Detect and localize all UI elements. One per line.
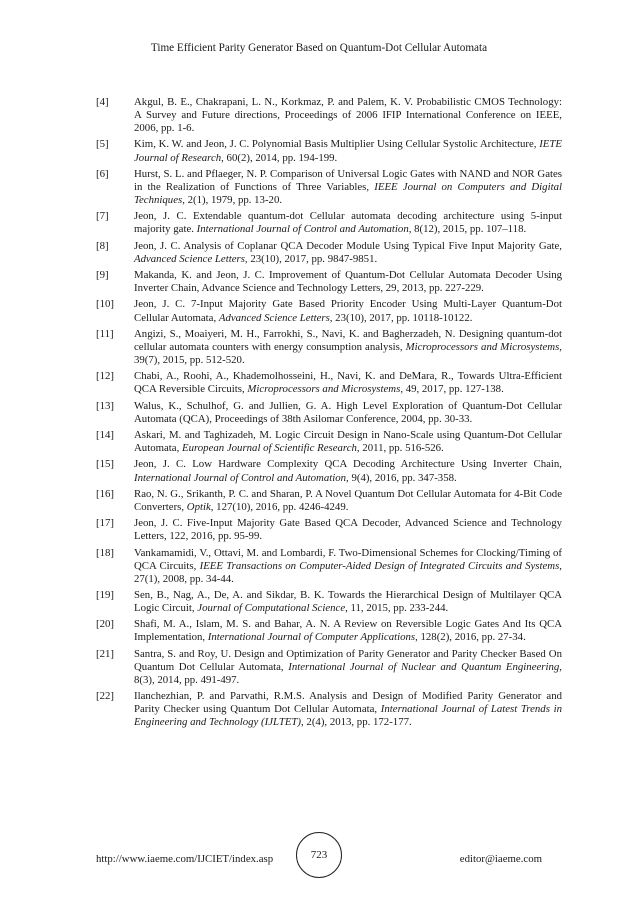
reference-segment: Kim, K. W. and Jeon, J. C. Polynomial Basis Multiplier Using Cellular Systolic Architecture, — [134, 138, 540, 151]
reference-number: [22] — [96, 690, 114, 703]
reference-text — [134, 269, 562, 295]
reference-item — [96, 400, 562, 426]
reference-text — [134, 138, 562, 164]
reference-segment: Jeon, J. C. Five-Input Majority Gate Based QCA Decoder, Advanced Science and Technology Letters, 122, 2016, pp. 95-99. — [134, 517, 562, 543]
reference-segment: Vankamamidi, V., Ottavi, M. and Lombardi, F. Two-Dimensional Schemes for Clocking/Timing of QCA Circuits, — [134, 546, 562, 572]
reference-segment: Jeon, J. C. Low Hardware Complexity QCA Decoding Architecture Using Inverter Chain, — [134, 458, 562, 471]
reference-text — [134, 589, 562, 615]
reference-segment: , 60(2), 2014, pp. 194-199. — [221, 151, 338, 164]
reference-text — [134, 690, 562, 729]
reference-segment: , 127(10), 2016, pp. 4246-4249. — [210, 500, 349, 513]
reference-venue: Advanced Science Letters — [218, 311, 330, 324]
running-title: Time Efficient Parity Generator Based on Quantum-Dot Cellular Automata — [150, 42, 488, 54]
reference-segment: Jeon, J. C. 7-Input Majority Gate Based Priority Encoder Using Multi-Layer Quantum-Dot Cellular Automata, — [134, 298, 562, 324]
reference-number: [7] — [96, 210, 109, 223]
reference-text — [134, 370, 562, 396]
reference-item — [96, 429, 562, 455]
reference-text — [134, 517, 562, 543]
page-footer — [0, 828, 638, 878]
reference-segment: Makanda, K. and Jeon, J. C. Improvement of Quantum-Dot Cellular Automata Decoder Using Inverter Chain, Advance Science and Technology Letters, 29, 2013, pp. 227-229. — [134, 269, 562, 295]
reference-item — [96, 618, 562, 644]
reference-venue: IETE Journal of Research — [134, 138, 562, 164]
page-number — [296, 832, 342, 878]
reference-text — [134, 240, 562, 266]
reference-item — [96, 298, 562, 324]
reference-text — [134, 618, 562, 644]
reference-venue: IEEE Journal on Computers and Digital Techniques — [134, 180, 562, 207]
reference-item — [96, 517, 562, 543]
reference-venue: Microprocessors and Microsystems — [247, 383, 401, 396]
reference-segment: , 49, 2017, pp. 127-138. — [400, 383, 504, 396]
reference-segment: Ilanchezhian, P. and Parvathi, R.M.S. Analysis and Design of Modified Parity Generator and Parity Checker using Quantum Dot Cellular Automata, — [134, 690, 562, 716]
reference-segment: , 23(10), 2017, pp. 10118-10122. — [329, 311, 473, 324]
footer-email[interactable]: editor@iaeme.com — [459, 853, 542, 865]
reference-segment: , 11, 2015, pp. 233-244. — [345, 602, 449, 615]
reference-segment: Walus, K., Schulhof, G. and Jullien, G. A. High Level Exploration of Quantum-Dot Cellular Automata (QCA), Proceedings of 38th Asilomar Conference, 2004, pp. 30-33. — [134, 399, 562, 425]
reference-number: [15] — [96, 458, 114, 471]
reference-item — [96, 370, 562, 396]
reference-text — [134, 648, 562, 687]
reference-segment: Shafi, M. A., Islam, M. S. and Bahar, A. N. A Review on Reversible Logic Gates And Its QCA Implementation, — [134, 618, 562, 644]
reference-number: [8] — [96, 239, 109, 252]
reference-text — [134, 488, 562, 514]
reference-text — [134, 429, 562, 455]
reference-item — [96, 589, 562, 615]
reference-segment: Chabi, A., Roohi, A., Khademolhosseini, H., Navi, K. and DeMara, R., Towards Ultra-Efficient QCA Reversible Circuits, — [134, 370, 562, 396]
reference-number: [18] — [96, 546, 114, 559]
reference-segment: , 23(10), 2017, pp. 9847-9851. — [244, 252, 378, 265]
reference-number: [6] — [96, 167, 109, 180]
reference-item — [96, 96, 562, 135]
reference-venue: IEEE Transactions on Computer-Aided Design of Integrated Circuits and Systems — [199, 559, 560, 572]
reference-list — [96, 96, 562, 733]
reference-venue: European Journal of Scientific Research — [181, 442, 357, 455]
footer-url[interactable]: http://www.iaeme.com/IJCIET/index.asp — [96, 853, 274, 865]
reference-item — [96, 240, 562, 266]
reference-segment: , 128(2), 2016, pp. 27-34. — [415, 631, 526, 644]
reference-venue: Advanced Science Letters — [134, 252, 245, 265]
reference-item — [96, 690, 562, 729]
reference-number: [17] — [96, 517, 114, 530]
reference-text — [134, 298, 562, 324]
reference-item — [96, 458, 562, 484]
reference-item — [96, 648, 562, 687]
reference-segment: , 2(1), 1979, pp. 13-20. — [182, 194, 283, 207]
reference-text — [134, 458, 562, 484]
reference-number: [10] — [96, 298, 114, 311]
reference-venue: Optik — [186, 500, 211, 513]
reference-item — [96, 328, 562, 367]
reference-segment: Jeon, J. C. Analysis of Coplanar QCA Decoder Module Using Typical Five Input Majority Gate, — [134, 239, 562, 252]
reference-segment: Akgul, B. E., Chakrapani, L. N., Korkmaz, P. and Palem, K. V. Probabilistic CMOS Technology: A Survey and Future directions, Proceedings of 2006 IFIP International Conference on IEEE, 2006, pp. 1-6. — [134, 96, 562, 135]
reference-segment: , 2011, pp. 516-526. — [356, 442, 444, 455]
reference-text — [134, 547, 562, 586]
reference-segment: Hurst, S. L. and Pflaeger, N. P. Comparison of Universal Logic Gates with NAND and NOR Gates in the Realization of Functions of Three Variables, — [134, 167, 562, 193]
reference-venue: International Journal of Control and Automation — [196, 223, 409, 236]
reference-segment: , 27(1), 2008, pp. 34-44. — [134, 559, 562, 585]
reference-venue: Microprocessors and Microsystems — [405, 340, 560, 353]
reference-number: [4] — [96, 96, 109, 108]
reference-number: [12] — [96, 370, 114, 383]
reference-venue: International Journal of Computer Applications — [207, 631, 416, 644]
reference-text — [134, 210, 562, 236]
reference-number: [20] — [96, 618, 114, 631]
reference-item — [96, 210, 562, 236]
reference-item — [96, 488, 562, 514]
reference-venue: Journal of Computational Science — [197, 602, 346, 615]
reference-text — [134, 328, 562, 367]
reference-number: [5] — [96, 138, 109, 151]
reference-segment: , 9(4), 2016, pp. 347-358. — [346, 471, 457, 484]
reference-number: [13] — [96, 399, 114, 412]
reference-item — [96, 138, 562, 164]
reference-number: [21] — [96, 647, 114, 660]
reference-venue: International Journal of Control and Automation — [134, 471, 347, 484]
reference-text — [134, 168, 562, 207]
reference-segment: Santra, S. and Roy, U. Design and Optimization of Parity Generator and Parity Checker Based On Quantum Dot Cellular Automata, — [134, 647, 562, 673]
reference-item — [96, 547, 562, 586]
reference-segment: Jeon, J. C. Extendable quantum-dot Cellular automata decoding architecture using 5-input majority gate. — [134, 210, 562, 236]
reference-number: [14] — [96, 429, 114, 442]
reference-item — [96, 269, 562, 295]
reference-segment: Askari, M. and Taghizadeh, M. Logic Circuit Design in Nano-Scale using Quantum-Dot Cellular Automata, — [134, 429, 562, 455]
reference-item — [96, 168, 562, 207]
reference-number: [9] — [96, 269, 109, 282]
reference-segment: , 8(12), 2015, pp. 107–118. — [408, 223, 527, 236]
reference-segment: , 8(3), 2014, pp. 491-497. — [134, 660, 562, 686]
reference-text — [134, 400, 562, 426]
reference-segment: Rao, N. G., Srikanth, P. C. and Sharan, P. A Novel Quantum Dot Cellular Automata for 4-Bit Code Converters, — [134, 487, 562, 513]
reference-venue: International Journal of Nuclear and Quantum Engineering — [288, 660, 560, 673]
reference-text — [134, 96, 562, 135]
reference-number: [19] — [96, 589, 114, 601]
reference-number: [11] — [96, 327, 114, 340]
reference-segment: Angizi, S., Moaiyeri, M. H., Farrokhi, S., Navi, K. and Bagherzadeh, N. Designing quantum-dot cellular automata counters with energy consumption analysis, — [134, 327, 562, 353]
reference-number: [16] — [96, 487, 114, 500]
reference-segment: Sen, B., Nag, A., De, A. and Sikdar, B. K. Towards the Hierarchical Design of Multilayer QCA Logic Circuit, — [134, 589, 562, 615]
page-number-text: 723 — [310, 849, 328, 861]
reference-segment: , 2(4), 2013, pp. 172-177. — [301, 716, 412, 729]
reference-venue: International Journal of Latest Trends in Engineering and Technology (IJLTET) — [134, 703, 562, 729]
reference-segment: , 39(7), 2015, pp. 512-520. — [134, 340, 562, 366]
